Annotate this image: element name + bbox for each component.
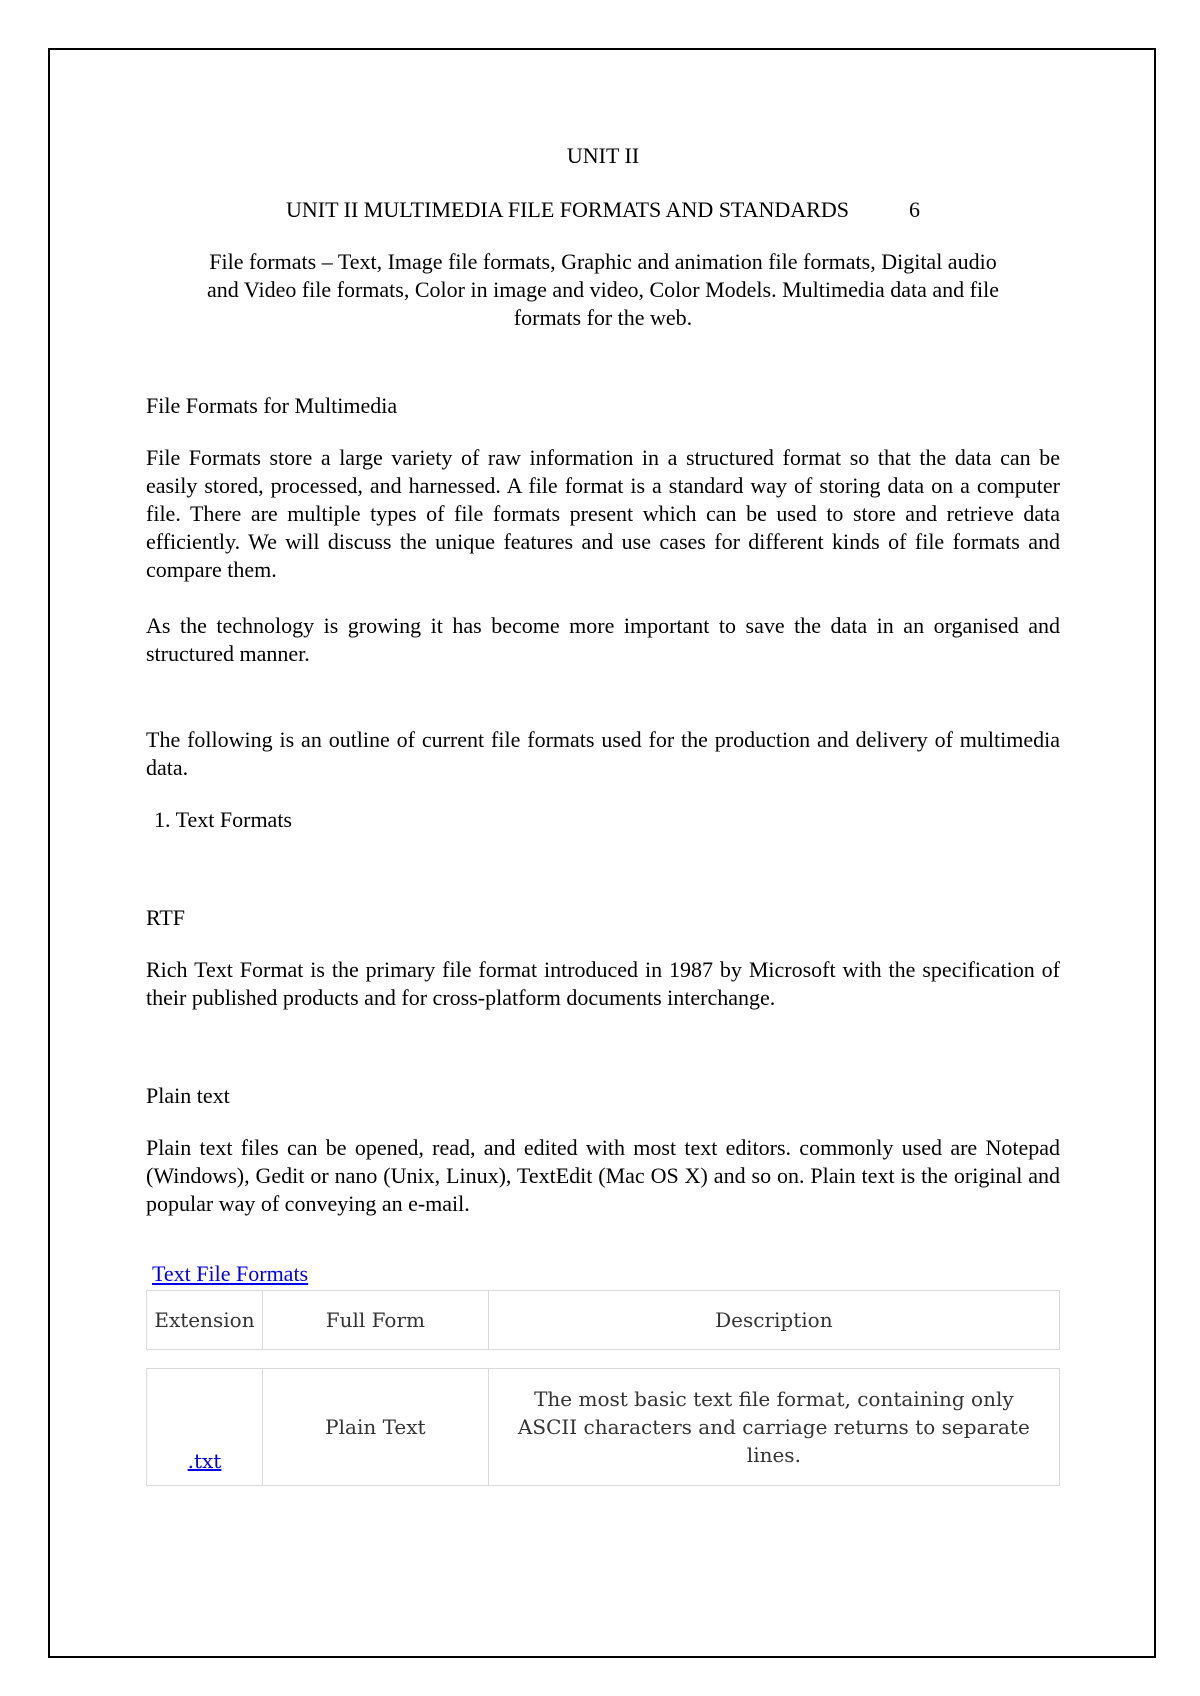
- table-spacer: [147, 1350, 1060, 1369]
- column-header-extension: Extension: [147, 1291, 263, 1350]
- txt-extension-link[interactable]: .txt: [187, 1449, 222, 1473]
- full-form-cell: Plain Text: [262, 1369, 488, 1486]
- plain-text-heading: Plain text: [146, 1083, 230, 1108]
- extension-cell: [147, 1369, 263, 1486]
- text-file-formats-link[interactable]: Text File Formats: [152, 1261, 309, 1286]
- outline-paragraph: The following is an outline of current file formats used for the production and delivery of multimedia data.: [146, 727, 1060, 780]
- text-file-formats-table: [146, 1290, 1060, 1486]
- column-header-full-form: Full Form: [262, 1291, 488, 1350]
- unit-hours: 6: [908, 197, 920, 222]
- table-header-row: [147, 1291, 1060, 1350]
- rtf-paragraph: Rich Text Format is the primary file format introduced in 1987 by Microsoft with the specification of their published products and for cross-platform documents interchange.: [146, 957, 1060, 1010]
- syllabus-block: [146, 248, 1060, 332]
- rtf-heading: RTF: [146, 905, 186, 930]
- syllabus-line: formats for the web.: [513, 305, 693, 330]
- document-body: [146, 142, 1060, 1486]
- unit-subtitle: UNIT II MULTIMEDIA FILE FORMATS AND STANDARDS: [286, 197, 849, 222]
- syllabus-line: File formats – Text, Image file formats, Graphic and animation file formats, Digital audio: [209, 249, 997, 274]
- unit-subtitle-row: [146, 196, 1060, 224]
- table-title-row: [146, 1260, 1060, 1288]
- section-heading: File Formats for Multimedia: [146, 393, 398, 418]
- list-item-text-formats: 1. Text Formats: [154, 807, 292, 832]
- table-spacer-cell: [147, 1350, 1060, 1369]
- intro-paragraph: File Formats store a large variety of raw information in a structured format so that the data can be easily stored, processed, and harnessed. A file format is a standard way of storing data on a computer file. There are multiple types of file formats present which can be used to store and retrieve data efficiently. We will discuss the unique features and use cases for different kinds of file formats and compare them.: [146, 445, 1060, 582]
- unit-title: UNIT II: [566, 143, 640, 168]
- syllabus-line: and Video file formats, Color in image and video, Color Models. Multimedia data and file: [207, 277, 999, 302]
- column-header-description: Description: [488, 1291, 1059, 1350]
- description-cell: The most basic text file format, containing only ASCII characters and carriage returns to separate lines.: [488, 1369, 1059, 1486]
- table-row: [147, 1369, 1060, 1486]
- plain-text-paragraph: Plain text files can be opened, read, and edited with most text editors. commonly used are Notepad (Windows), Gedit or nano (Unix, Linux), TextEdit (Mac OS X) and so on. Plain text is the original and popular way of conveying an e-mail.: [146, 1135, 1060, 1216]
- growth-paragraph: As the technology is growing it has become more important to save the data in an organised and structured manner.: [146, 613, 1060, 666]
